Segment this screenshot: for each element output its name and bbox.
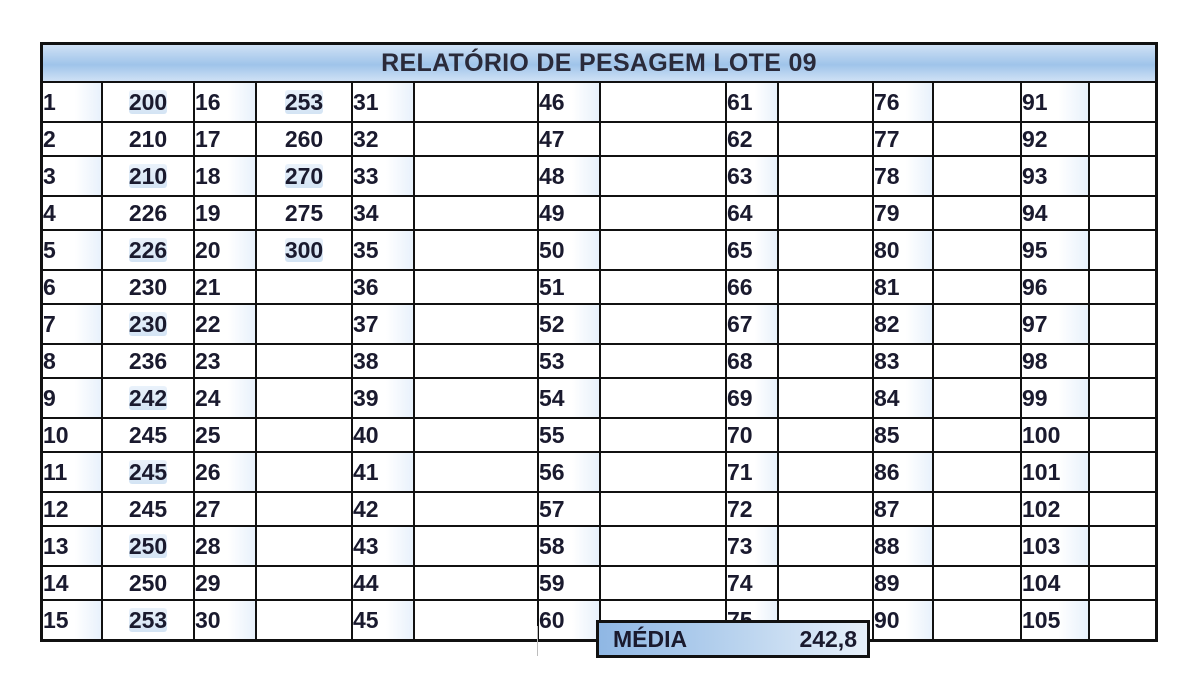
animal-number-cell: 69 — [726, 378, 778, 418]
weight-cell[interactable] — [414, 196, 538, 230]
weight-value — [941, 349, 1013, 373]
weight-cell[interactable] — [102, 600, 194, 639]
weight-value: 236 — [128, 348, 168, 374]
animal-number-cell: 97 — [1021, 304, 1089, 344]
animal-number-cell: 92 — [1021, 122, 1089, 156]
weight-cell[interactable] — [600, 304, 726, 344]
weight-cell[interactable] — [1089, 156, 1155, 196]
animal-number-cell: 103 — [1021, 526, 1089, 566]
weight-cell[interactable] — [256, 156, 352, 196]
weight-value — [264, 423, 344, 447]
animal-number-cell: 47 — [538, 122, 600, 156]
animal-number-cell: 78 — [873, 156, 933, 196]
animal-number-cell: 105 — [1021, 600, 1089, 639]
weight-cell[interactable] — [600, 418, 726, 452]
weight-value — [941, 201, 1013, 225]
weight-value — [608, 275, 718, 299]
animal-number-cell: 33 — [352, 156, 414, 196]
weight-cell[interactable] — [600, 83, 726, 122]
animal-number-cell: 58 — [538, 526, 600, 566]
weighing-report-sheet — [40, 42, 1158, 642]
weight-value — [264, 571, 344, 595]
average-box — [596, 620, 870, 658]
weight-cell[interactable] — [933, 452, 1021, 492]
animal-number-cell: 31 — [352, 83, 414, 122]
weight-cell[interactable] — [414, 452, 538, 492]
weight-cell[interactable] — [102, 566, 194, 600]
animal-number-cell: 39 — [352, 378, 414, 418]
weight-value: 200 — [128, 89, 168, 115]
weight-cell[interactable] — [414, 304, 538, 344]
animal-number-cell: 34 — [352, 196, 414, 230]
weight-cell[interactable] — [933, 196, 1021, 230]
animal-number-cell: 9 — [43, 378, 102, 418]
animal-number-cell: 102 — [1021, 492, 1089, 526]
animal-number-cell: 90 — [873, 600, 933, 639]
weight-cell[interactable] — [600, 122, 726, 156]
weight-cell[interactable] — [102, 156, 194, 196]
animal-number-cell: 20 — [194, 230, 256, 270]
weight-value — [786, 127, 865, 151]
animal-number-cell: 42 — [352, 492, 414, 526]
animal-number-cell: 74 — [726, 566, 778, 600]
weight-cell[interactable] — [1089, 526, 1155, 566]
weight-cell[interactable] — [933, 492, 1021, 526]
weight-cell[interactable] — [256, 492, 352, 526]
weight-cell[interactable] — [933, 526, 1021, 566]
weight-value — [608, 571, 718, 595]
animal-number-cell: 72 — [726, 492, 778, 526]
animal-number-cell: 71 — [726, 452, 778, 492]
weight-cell[interactable] — [102, 344, 194, 378]
weight-value — [608, 127, 718, 151]
animal-number-cell: 49 — [538, 196, 600, 230]
divider-line — [537, 626, 538, 656]
animal-number-cell: 100 — [1021, 418, 1089, 452]
animal-number-cell: 41 — [352, 452, 414, 492]
animal-number-cell: 70 — [726, 418, 778, 452]
weight-cell[interactable] — [414, 566, 538, 600]
animal-number-cell: 45 — [352, 600, 414, 639]
weight-value — [941, 127, 1013, 151]
animal-number-cell: 19 — [194, 196, 256, 230]
animal-number-cell: 46 — [538, 83, 600, 122]
weight-cell[interactable] — [1089, 600, 1155, 639]
weight-cell[interactable] — [414, 344, 538, 378]
weight-cell[interactable] — [102, 230, 194, 270]
table-row — [43, 566, 1155, 600]
weight-value: 253 — [284, 89, 324, 115]
weight-value — [608, 201, 718, 225]
weight-cell[interactable] — [778, 196, 873, 230]
weight-value: 250 — [128, 533, 168, 559]
animal-number-cell: 59 — [538, 566, 600, 600]
table-row — [43, 492, 1155, 526]
animal-number-cell: 99 — [1021, 378, 1089, 418]
weight-cell[interactable] — [414, 418, 538, 452]
weight-cell[interactable] — [778, 418, 873, 452]
animal-number-cell: 50 — [538, 230, 600, 270]
animal-number-cell: 61 — [726, 83, 778, 122]
weight-cell[interactable] — [102, 304, 194, 344]
weight-cell[interactable] — [778, 526, 873, 566]
weight-cell[interactable] — [600, 566, 726, 600]
weight-cell[interactable] — [102, 83, 194, 122]
weight-cell[interactable] — [1089, 122, 1155, 156]
weight-cell[interactable] — [1089, 378, 1155, 418]
weight-value — [422, 497, 530, 521]
weight-cell[interactable] — [256, 566, 352, 600]
weight-cell[interactable] — [256, 600, 352, 639]
animal-number-cell: 24 — [194, 378, 256, 418]
animal-number-cell: 30 — [194, 600, 256, 639]
animal-number-cell: 62 — [726, 122, 778, 156]
weight-cell[interactable] — [256, 304, 352, 344]
weight-value: 300 — [284, 237, 324, 263]
animal-number-cell: 14 — [43, 566, 102, 600]
animal-number-cell: 1 — [43, 83, 102, 122]
weight-cell[interactable] — [256, 270, 352, 304]
weight-cell[interactable] — [256, 452, 352, 492]
weight-cell[interactable] — [1089, 196, 1155, 230]
weight-cell[interactable] — [600, 378, 726, 418]
weight-cell[interactable] — [778, 156, 873, 196]
weight-value — [786, 571, 865, 595]
weight-cell[interactable] — [1089, 492, 1155, 526]
weight-cell[interactable] — [414, 156, 538, 196]
animal-number-cell: 18 — [194, 156, 256, 196]
table-row — [43, 452, 1155, 492]
animal-number-cell: 56 — [538, 452, 600, 492]
weight-value: 226 — [128, 200, 168, 226]
animal-number-cell: 76 — [873, 83, 933, 122]
table-row — [43, 83, 1155, 122]
animal-number-cell: 86 — [873, 452, 933, 492]
animal-number-cell: 8 — [43, 344, 102, 378]
animal-number-cell: 63 — [726, 156, 778, 196]
animal-number-cell: 26 — [194, 452, 256, 492]
weight-cell[interactable] — [414, 270, 538, 304]
weight-value: 230 — [128, 274, 168, 300]
weight-cell[interactable] — [102, 526, 194, 566]
animal-number-cell: 3 — [43, 156, 102, 196]
weight-cell[interactable] — [414, 83, 538, 122]
weight-cell[interactable] — [256, 344, 352, 378]
weight-cell[interactable] — [256, 122, 352, 156]
weight-cell[interactable] — [600, 344, 726, 378]
animal-number-cell: 7 — [43, 304, 102, 344]
weight-cell[interactable] — [933, 566, 1021, 600]
weight-cell[interactable] — [414, 122, 538, 156]
weight-cell[interactable] — [414, 600, 538, 639]
weight-cell[interactable] — [102, 196, 194, 230]
table-row — [43, 304, 1155, 344]
weight-cell[interactable] — [933, 156, 1021, 196]
weight-cell[interactable] — [778, 452, 873, 492]
weight-cell[interactable] — [102, 418, 194, 452]
animal-number-cell: 73 — [726, 526, 778, 566]
weight-cell[interactable] — [600, 230, 726, 270]
weight-cell[interactable] — [778, 304, 873, 344]
weight-value — [1097, 497, 1148, 521]
weight-cell[interactable] — [933, 418, 1021, 452]
weight-value — [422, 349, 530, 373]
weight-value — [608, 349, 718, 373]
weight-cell[interactable] — [414, 378, 538, 418]
weight-value — [1097, 423, 1148, 447]
weight-value — [264, 275, 344, 299]
animal-number-cell: 84 — [873, 378, 933, 418]
weight-cell[interactable] — [1089, 304, 1155, 344]
animal-number-cell: 5 — [43, 230, 102, 270]
table-row — [43, 270, 1155, 304]
animal-number-cell: 4 — [43, 196, 102, 230]
weight-cell[interactable] — [778, 83, 873, 122]
weight-value — [941, 497, 1013, 521]
animal-number-cell: 65 — [726, 230, 778, 270]
weight-cell[interactable] — [1089, 418, 1155, 452]
weight-cell[interactable] — [1089, 83, 1155, 122]
animal-number-cell: 53 — [538, 344, 600, 378]
weight-value: 230 — [128, 311, 168, 337]
weight-cell[interactable] — [256, 196, 352, 230]
weight-value — [422, 201, 530, 225]
animal-number-cell: 35 — [352, 230, 414, 270]
animal-number-cell: 25 — [194, 418, 256, 452]
animal-number-cell: 91 — [1021, 83, 1089, 122]
weight-value — [608, 423, 718, 447]
weight-value — [422, 127, 530, 151]
weight-cell[interactable] — [600, 196, 726, 230]
animal-number-cell: 37 — [352, 304, 414, 344]
weight-value — [264, 349, 344, 373]
weight-value — [786, 497, 865, 521]
animal-number-cell: 44 — [352, 566, 414, 600]
weight-cell[interactable] — [600, 492, 726, 526]
weight-value — [1097, 275, 1148, 299]
animal-number-cell: 40 — [352, 418, 414, 452]
report-title: RELATÓRIO DE PESAGEM LOTE 09 — [43, 45, 1155, 83]
animal-number-cell: 60 — [538, 600, 600, 639]
weight-value: 275 — [284, 200, 324, 226]
weighing-table — [43, 83, 1155, 639]
weight-cell[interactable] — [778, 492, 873, 526]
animal-number-cell: 38 — [352, 344, 414, 378]
weight-cell[interactable] — [778, 270, 873, 304]
weight-value: 250 — [128, 570, 168, 596]
weight-cell[interactable] — [933, 344, 1021, 378]
animal-number-cell: 22 — [194, 304, 256, 344]
animal-number-cell: 89 — [873, 566, 933, 600]
animal-number-cell: 15 — [43, 600, 102, 639]
animal-number-cell: 85 — [873, 418, 933, 452]
weight-cell[interactable] — [1089, 452, 1155, 492]
animal-number-cell: 13 — [43, 526, 102, 566]
table-row — [43, 230, 1155, 270]
weight-cell[interactable] — [414, 230, 538, 270]
animal-number-cell: 11 — [43, 452, 102, 492]
table-row — [43, 344, 1155, 378]
weight-cell[interactable] — [778, 344, 873, 378]
weight-cell[interactable] — [600, 526, 726, 566]
weight-cell[interactable] — [933, 122, 1021, 156]
weight-cell[interactable] — [256, 418, 352, 452]
animal-number-cell: 93 — [1021, 156, 1089, 196]
animal-number-cell: 80 — [873, 230, 933, 270]
animal-number-cell: 95 — [1021, 230, 1089, 270]
table-row — [43, 122, 1155, 156]
weight-value — [1097, 571, 1148, 595]
weight-cell[interactable] — [933, 600, 1021, 639]
weight-cell[interactable] — [933, 270, 1021, 304]
animal-number-cell: 2 — [43, 122, 102, 156]
weight-value: 245 — [128, 422, 168, 448]
weight-cell[interactable] — [778, 122, 873, 156]
weight-value — [786, 349, 865, 373]
weight-cell[interactable] — [256, 230, 352, 270]
animal-number-cell: 104 — [1021, 566, 1089, 600]
animal-number-cell: 43 — [352, 526, 414, 566]
table-row — [43, 378, 1155, 418]
animal-number-cell: 96 — [1021, 270, 1089, 304]
weight-value: 242 — [128, 385, 168, 411]
table-row — [43, 196, 1155, 230]
animal-number-cell: 55 — [538, 418, 600, 452]
animal-number-cell: 101 — [1021, 452, 1089, 492]
weight-value: 253 — [128, 607, 168, 633]
weight-value — [1097, 201, 1148, 225]
weight-value: 210 — [128, 126, 168, 152]
weight-cell[interactable] — [778, 378, 873, 418]
animal-number-cell: 12 — [43, 492, 102, 526]
animal-number-cell: 16 — [194, 83, 256, 122]
weight-value — [608, 497, 718, 521]
animal-number-cell: 77 — [873, 122, 933, 156]
weight-value — [941, 571, 1013, 595]
animal-number-cell: 32 — [352, 122, 414, 156]
weight-cell[interactable] — [933, 83, 1021, 122]
weight-cell[interactable] — [1089, 270, 1155, 304]
animal-number-cell: 57 — [538, 492, 600, 526]
weight-cell[interactable] — [414, 492, 538, 526]
weight-cell[interactable] — [1089, 344, 1155, 378]
animal-number-cell: 27 — [194, 492, 256, 526]
weight-value — [786, 201, 865, 225]
animal-number-cell: 21 — [194, 270, 256, 304]
animal-number-cell: 51 — [538, 270, 600, 304]
animal-number-cell: 88 — [873, 526, 933, 566]
weight-cell[interactable] — [1089, 566, 1155, 600]
average-value: 242,8 — [799, 625, 857, 652]
weight-value — [786, 423, 865, 447]
animal-number-cell: 87 — [873, 492, 933, 526]
animal-number-cell: 98 — [1021, 344, 1089, 378]
weight-value — [941, 275, 1013, 299]
weight-cell[interactable] — [102, 452, 194, 492]
weight-cell[interactable] — [414, 526, 538, 566]
weight-cell[interactable] — [256, 83, 352, 122]
weight-cell[interactable] — [933, 230, 1021, 270]
animal-number-cell: 28 — [194, 526, 256, 566]
animal-number-cell: 79 — [873, 196, 933, 230]
animal-number-cell: 17 — [194, 122, 256, 156]
weight-value — [422, 275, 530, 299]
animal-number-cell: 36 — [352, 270, 414, 304]
weight-value — [941, 423, 1013, 447]
weight-value — [264, 497, 344, 521]
animal-number-cell: 23 — [194, 344, 256, 378]
weight-cell[interactable] — [600, 270, 726, 304]
weight-cell[interactable] — [256, 378, 352, 418]
weight-cell[interactable] — [1089, 230, 1155, 270]
animal-number-cell: 29 — [194, 566, 256, 600]
table-row — [43, 418, 1155, 452]
weight-cell[interactable] — [933, 304, 1021, 344]
animal-number-cell: 94 — [1021, 196, 1089, 230]
weight-cell[interactable] — [102, 492, 194, 526]
animal-number-cell: 67 — [726, 304, 778, 344]
weight-cell[interactable] — [600, 452, 726, 492]
weight-value: 245 — [128, 459, 168, 485]
animal-number-cell: 68 — [726, 344, 778, 378]
weight-value — [1097, 349, 1148, 373]
weight-cell[interactable] — [600, 156, 726, 196]
weight-cell[interactable] — [256, 526, 352, 566]
animal-number-cell: 83 — [873, 344, 933, 378]
animal-number-cell: 64 — [726, 196, 778, 230]
weight-value: 260 — [284, 126, 324, 152]
animal-number-cell: 10 — [43, 418, 102, 452]
weight-cell[interactable] — [102, 122, 194, 156]
weight-value: 226 — [128, 237, 168, 263]
animal-number-cell: 66 — [726, 270, 778, 304]
weight-cell[interactable] — [102, 378, 194, 418]
weight-value: 210 — [128, 163, 168, 189]
animal-number-cell: 52 — [538, 304, 600, 344]
weight-cell[interactable] — [102, 270, 194, 304]
animal-number-cell: 81 — [873, 270, 933, 304]
weight-value — [422, 571, 530, 595]
weight-cell[interactable] — [778, 566, 873, 600]
weight-value: 270 — [284, 163, 324, 189]
average-label: MÉDIA — [613, 625, 688, 652]
weight-value: 245 — [128, 496, 168, 522]
table-row — [43, 526, 1155, 566]
weight-value — [1097, 127, 1148, 151]
weight-value — [422, 423, 530, 447]
weight-value — [786, 275, 865, 299]
animal-number-cell: 6 — [43, 270, 102, 304]
animal-number-cell: 82 — [873, 304, 933, 344]
table-row — [43, 156, 1155, 196]
animal-number-cell: 48 — [538, 156, 600, 196]
animal-number-cell: 54 — [538, 378, 600, 418]
weight-cell[interactable] — [933, 378, 1021, 418]
weight-cell[interactable] — [778, 230, 873, 270]
